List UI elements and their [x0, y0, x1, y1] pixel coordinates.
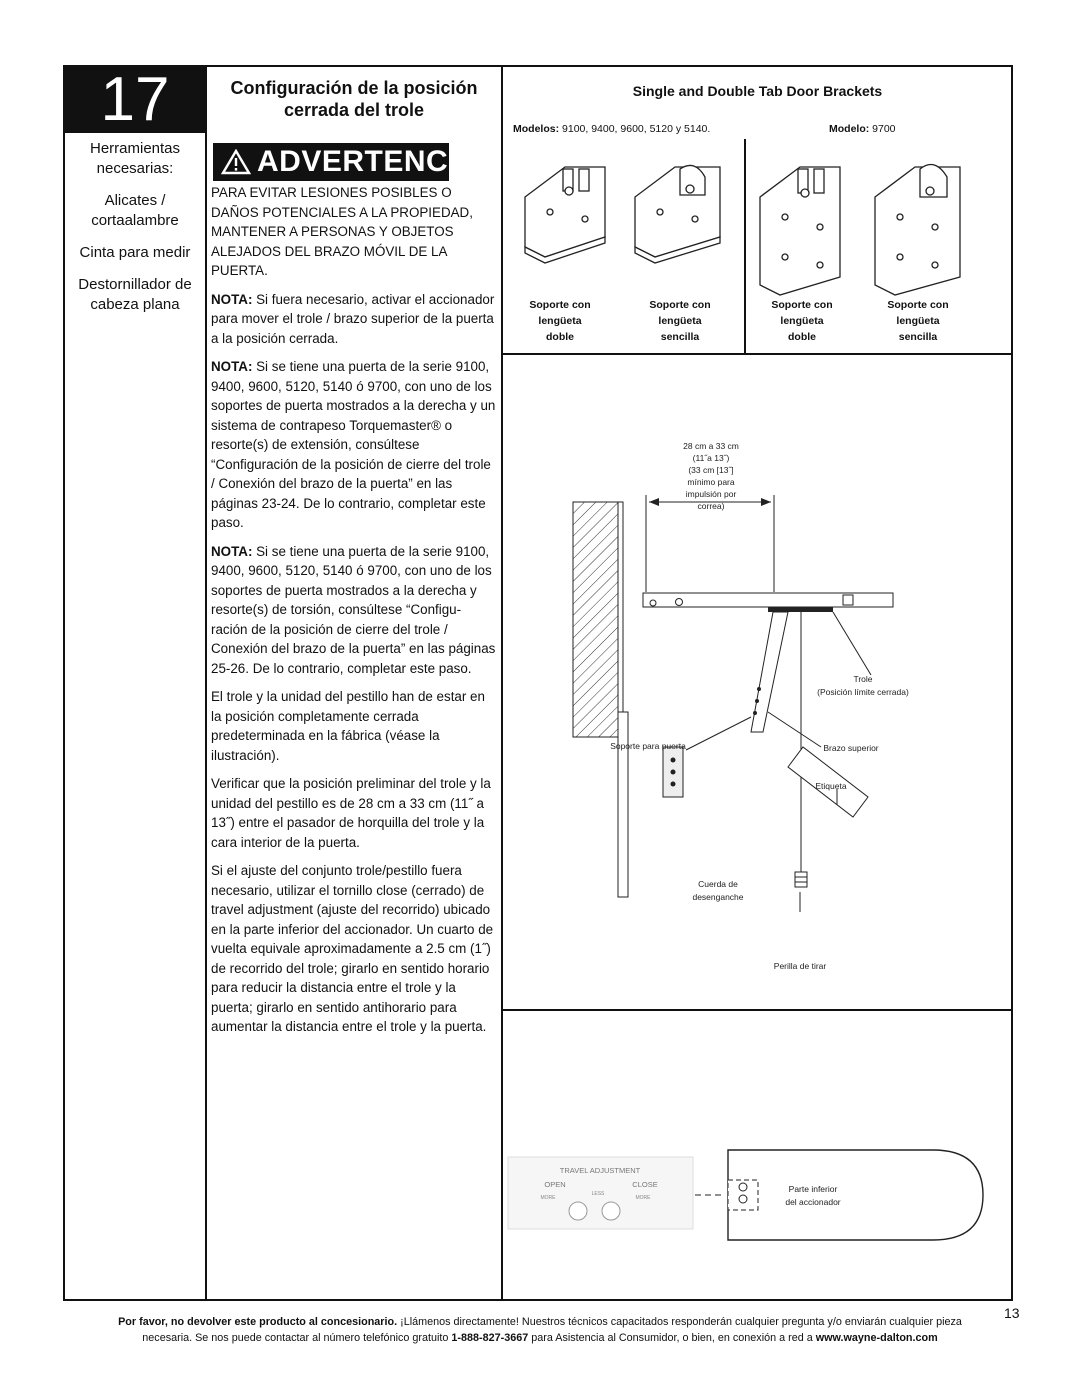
tools-list: [69, 139, 201, 327]
close-screw: [602, 1202, 620, 1220]
warning-text: PARA EVITAR LESIONES POSIBLES O DAÑOS POTENCIALES A LA PROPIEDAD, MANTENER A PERSONAS Y OBJETOS ALEJADOS DEL BRAZO MÓVIL DE LA PUERTA.: [211, 185, 473, 278]
measure-line: mínimo para: [687, 477, 735, 487]
release-cord-label: desenganche: [692, 892, 744, 902]
tool-item: Cinta para medir: [79, 244, 191, 261]
release-cord-label: Cuerda de: [698, 879, 738, 889]
page-frame: [63, 65, 1013, 1301]
bracket-label: Soporte con lengüeta doble: [529, 299, 591, 343]
trolley: [768, 607, 833, 612]
warning-banner: [213, 143, 480, 181]
measure-line: impulsión por: [685, 489, 737, 499]
bracket-double-tab-short: [525, 167, 605, 263]
more-label: MORE: [635, 1195, 651, 1201]
travel-title: TRAVEL ADJUSTMENT: [559, 1166, 641, 1175]
footer: Por favor, no devolver este producto al concesionario. ¡Llámenos directamente! Nuestros técnicos capacitados responderán cualquier pregunta y/o enviarán cualquier pieza necesaria. Se nos puede contactar al número telefónico gratuito 1-888-827-3667 para Asistencia al Consumidor, o bien, en conexión a red a www.wayne-dalton.com: [118, 1316, 962, 1344]
trole-sublabel: (Posición límite cerrada): [817, 687, 909, 697]
trolley-diagram: [503, 357, 1011, 1007]
pull-knob: [795, 872, 807, 887]
bracket-label: Soporte con lengüeta sencilla: [887, 299, 949, 343]
measure-line: (11˝a 13˝): [692, 453, 730, 463]
models-left: Modelos: 9100, 9400, 9600, 5120 y 5140.: [513, 123, 711, 135]
close-label: CLOSE: [632, 1180, 658, 1189]
door-bracket-label: Soporte para puerta: [610, 741, 686, 751]
door-panel: [618, 712, 628, 897]
trole-label: Trole: [853, 674, 873, 684]
tool-item: Alicates / cortaalambre: [91, 192, 179, 229]
measure-line: 28 cm a 33 cm: [683, 441, 739, 451]
opener-caption: del accionador: [785, 1197, 841, 1207]
less-label: LESS: [591, 1191, 605, 1197]
opener-unit: [728, 1150, 983, 1240]
upper-arm-label: Brazo superior: [823, 743, 879, 753]
more-label: MORE: [540, 1195, 556, 1201]
bracket-single-tab-short: [635, 165, 720, 263]
models-right: Modelo: 9700: [829, 123, 896, 135]
paragraph: El trole y la unidad del pestillo han de estar en la posición completamente cerrada predeterminada en la fábrica (véase la ilustración).: [211, 689, 485, 763]
paragraph: Si el ajuste del conjunto trole/pestillo fuera necesario, utilizar el tornillo close (cerrado) de travel adjustment (ajuste del recorrido) ubicado en la parte inferior del accionador. Un cuarto de vuelta equivale aproximadamente a 2.5 cm (1˝) de recorrido del trole; girarlo en sentido horario para reducir la distancia entre el trole y la puerta; girarlo en sentido antihorario para aumentar la distancia entre el trole y la puerta.: [211, 863, 494, 1034]
note-3: NOTA: Si se tiene una puerta de la serie 9100, 9400, 9600, 5120, 5140 ó 9700, con uno de los soportes de puerta mostrados a la derecha y resorte(s) de torsión, consúltese “Configu- ración de la posición de cierre del trole / Conexión del brazo de la puerta” en las páginas 25-26. De lo contrario, completar este paso.: [211, 543, 496, 676]
open-screw: [569, 1202, 587, 1220]
warning-label: ADVERTENCIA: [257, 145, 480, 178]
paragraph: Verificar que la posición preliminar del trole y la unidad del pestillo es de 28 cm a 33 cm (11˝ a 13˝) entre el pasador de horquilla del trole y la cara interior de la puerta.: [211, 776, 491, 850]
pull-knob-label: Perilla de tirar: [773, 961, 827, 971]
brackets-title: Single and Double Tab Door Brackets: [632, 83, 883, 99]
page-title: Configuración de la posición cerrada del trole: [230, 78, 478, 120]
warning-icon: [221, 149, 251, 175]
measure-line: (33 cm [13˝]: [688, 465, 734, 475]
open-label: OPEN: [544, 1180, 566, 1189]
body-text: [211, 183, 496, 1046]
tool-item: Destornillador de cabeza plana: [78, 276, 192, 313]
wall-header: [573, 502, 618, 737]
opener-caption: Parte inferior: [788, 1184, 838, 1194]
brackets-illustration: [505, 147, 1010, 297]
tag-label: Etiqueta: [815, 781, 847, 791]
divider-left: [205, 67, 207, 1299]
step-number: 17: [65, 67, 205, 133]
note-2: NOTA: Si se tiene una puerta de la serie 9100, 9400, 9600, 5120, 5140 ó 9700, con uno de los soportes de puerta mostrados a la derecha y un sistema de contrapeso Torquemaster® o resorte(s) de extensión, consúltese “Configuración de la posición de cierre del trole / Conexión del brazo de la puerta” en las páginas 23-24. De lo contrario, completar este paso.: [211, 359, 496, 530]
measure-line: correa): [697, 501, 725, 511]
bracket-single-tab-long: [875, 165, 960, 296]
tools-header: Herramientas necesarias:: [89, 140, 181, 177]
divider-diagram: [501, 1009, 1013, 1011]
travel-adjustment-diagram: [503, 1107, 1011, 1257]
divider-brackets: [501, 353, 1013, 355]
note-1: NOTA: Si fuera necesario, activar el accionador para mover el trole / brazo superior de la puerta a la posición cerrada.: [211, 291, 495, 346]
bracket-label: Soporte con lengüeta doble: [771, 299, 833, 343]
bracket-double-tab-long: [760, 167, 840, 295]
page-number: 13: [1004, 1305, 1020, 1321]
bracket-label: Soporte con lengüeta sencilla: [649, 299, 711, 343]
